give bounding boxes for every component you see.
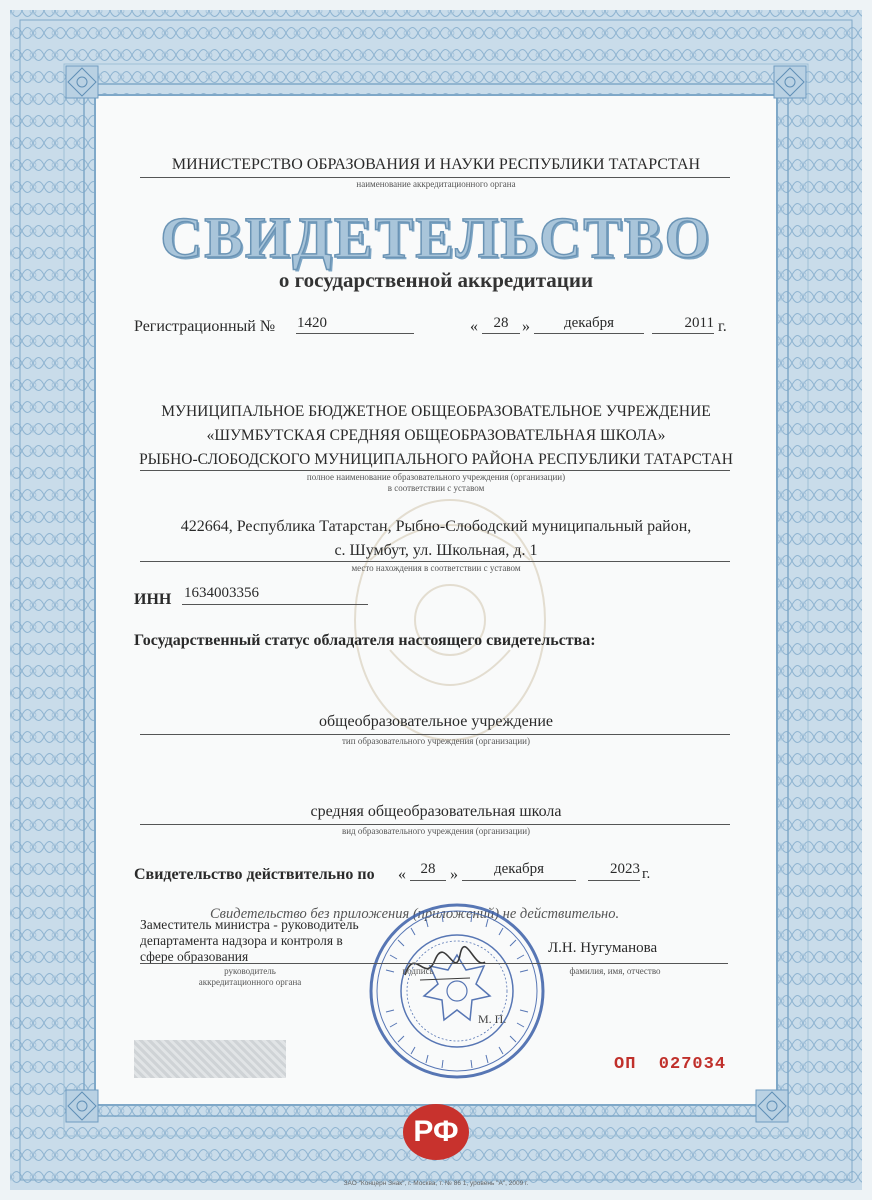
inn-value: 1634003356	[184, 585, 259, 601]
corner-ornament-top-right	[772, 64, 808, 100]
registration-open-quote: «	[470, 318, 478, 335]
validity-open-quote: «	[398, 866, 406, 883]
address	[100, 515, 772, 563]
signatory-position: Заместитель министра - руководитель департамента надзора и контроля в сфере образования	[140, 917, 359, 964]
status-heading: Государственный статус обладателя настоящего свидетельства:	[134, 632, 596, 649]
signature	[400, 940, 490, 990]
address-line-1: 422664, Республика Татарстан, Рыбно-Слободский муниципальный район,	[180, 518, 692, 535]
validity-label: Свидетельство действительно по	[134, 866, 375, 883]
validity-year: 2023	[610, 861, 640, 877]
printer-line: ЗАО "Концерн Знак", г. Москва, т. № 86 1, уровень "А", 2009 г.	[343, 1180, 529, 1187]
institution-line-3: РЫБНО-СЛОБОДСКОГО МУНИЦИПАЛЬНОГО РАЙОНА РЕСПУБЛИКИ ТАТАРСТАН	[139, 451, 733, 468]
institution-type-caption: тип образовательного учреждения (организации)	[342, 736, 530, 746]
registration-number: 1420	[297, 315, 327, 331]
ministry-name: МИНИСТЕРСТВО ОБРАЗОВАНИЯ И НАУКИ РЕСПУБЛИКИ ТАТАРСТАН	[171, 156, 701, 173]
institution-caption	[100, 472, 772, 494]
corner-ornament-top-left	[64, 64, 100, 100]
validity-day: 28	[420, 861, 436, 877]
corner-ornament-bottom-right	[754, 1088, 790, 1124]
institution-kind-caption: вид образовательного учреждения (организации)	[341, 826, 531, 836]
signatory-name: Л.Н. Нугуманова	[548, 940, 658, 956]
registration-year-suffix: г.	[718, 318, 727, 335]
attachment-note: Свидетельство без приложения (приложений) не действительно.	[210, 906, 620, 922]
certificate-title: СВИДЕТЕЛЬСТВО	[160, 205, 712, 270]
signature-caption: подпись	[402, 966, 434, 976]
registration-year: 2011	[684, 315, 714, 331]
stamp-place-mark: М. П.	[478, 1012, 507, 1026]
institution-line-1: МУНИЦИПАЛЬНОЕ БЮДЖЕТНОЕ ОБЩЕОБРАЗОВАТЕЛЬНОЕ УЧРЕЖДЕНИЕ	[161, 403, 711, 420]
institution-type: общеобразовательное учреждение	[319, 713, 553, 730]
address-line-2: с. Шумбут, ул. Школьная, д. 1	[334, 542, 538, 559]
ministry-caption: наименование аккредитационного органа	[356, 179, 516, 189]
registration-month: декабря	[563, 315, 615, 331]
institution-caption-1: полное наименование образовательного учреждения (организации)	[306, 472, 566, 482]
address-caption: место нахождения в соответствии с уставом	[351, 563, 521, 573]
serial-number: ОП 027034	[614, 1055, 727, 1074]
institution-name	[100, 400, 772, 472]
hologram-strip	[134, 1040, 286, 1078]
signatory-position-caption: руководитель аккредитационного органа	[198, 966, 302, 987]
validity-year-suffix: г.	[642, 866, 651, 882]
certificate-subtitle: о государственной аккредитации	[278, 268, 594, 292]
validity-month: декабря	[493, 861, 545, 877]
signatory-name-caption: фамилия, имя, отчество	[569, 966, 661, 976]
validity-close-quote: »	[450, 866, 458, 883]
institution-line-2: «ШУМБУТСКАЯ СРЕДНЯЯ ОБЩЕОБРАЗОВАТЕЛЬНАЯ ШКОЛА»	[206, 427, 666, 444]
registration-label: Регистрационный №	[134, 318, 276, 335]
registration-day: 28	[493, 315, 509, 331]
official-stamp	[366, 900, 548, 1082]
rf-logo: РФ	[403, 1104, 469, 1160]
corner-ornament-bottom-left	[64, 1088, 100, 1124]
registration-close-quote: »	[522, 318, 530, 335]
institution-caption-2: в соответствии с уставом	[387, 483, 485, 493]
inn-label: ИНН	[134, 591, 172, 608]
institution-kind: средняя общеобразовательная школа	[310, 803, 562, 820]
